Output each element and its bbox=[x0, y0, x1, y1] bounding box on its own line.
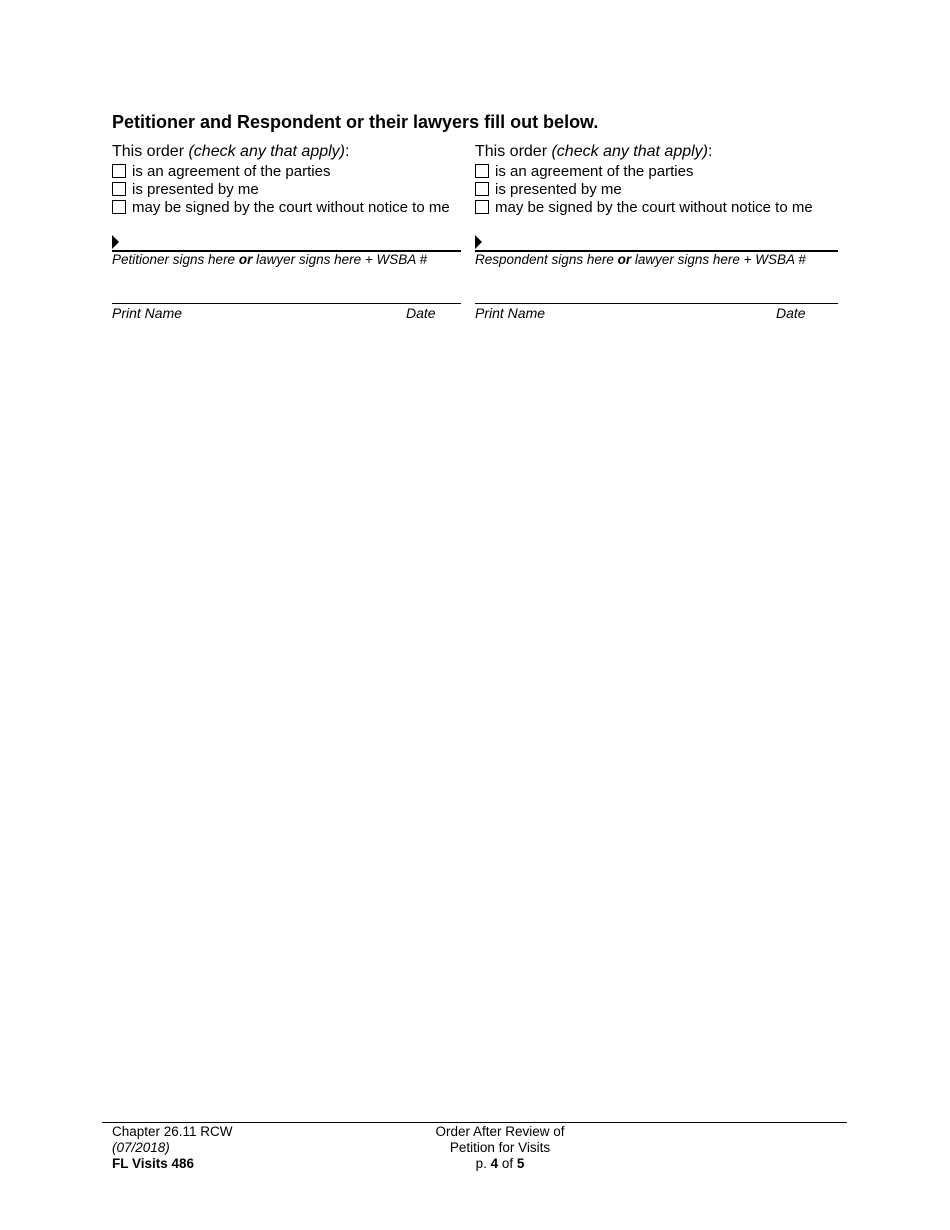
footer-title bbox=[400, 1124, 600, 1172]
print-name-caption: Print Name bbox=[112, 305, 183, 321]
signature-caption: Petitioner signs here or lawyer signs here + WSBA # bbox=[112, 252, 428, 267]
checkbox[interactable] bbox=[112, 182, 126, 196]
signature-caption: Respondent signs here or lawyer signs here + WSBA # bbox=[475, 252, 806, 267]
print-name-date-line[interactable] bbox=[475, 303, 838, 304]
footer-form-id: FL Visits 486 bbox=[112, 1156, 195, 1171]
checkbox[interactable] bbox=[475, 164, 489, 178]
option-agreement[interactable]: is an agreement of the parties bbox=[112, 162, 477, 180]
respondent-signature-block bbox=[475, 142, 840, 321]
footer-chapter: Chapter 26.11 RCW bbox=[112, 1124, 233, 1139]
checkbox[interactable] bbox=[475, 200, 489, 214]
petitioner-signature-block bbox=[112, 142, 477, 321]
sign-here-arrow-icon bbox=[475, 235, 482, 249]
footer-form-info bbox=[112, 1124, 233, 1172]
footer-title-line2: Petition for Visits bbox=[449, 1140, 551, 1155]
option-signed-without-notice[interactable]: may be signed by the court without notice to me bbox=[475, 198, 840, 216]
checkbox[interactable] bbox=[475, 182, 489, 196]
print-name-caption: Print Name bbox=[475, 305, 546, 321]
option-agreement[interactable]: is an agreement of the parties bbox=[475, 162, 840, 180]
footer-divider bbox=[102, 1122, 847, 1123]
sign-here-arrow-icon bbox=[112, 235, 119, 249]
page-number: p. 4 of 5 bbox=[475, 1156, 525, 1171]
date-caption: Date bbox=[776, 305, 806, 321]
footer-revision: (07/2018) bbox=[112, 1140, 170, 1155]
option-presented-by-me[interactable]: is presented by me bbox=[112, 180, 477, 198]
section-heading: Petitioner and Respondent or their lawyers fill out below. bbox=[112, 112, 599, 132]
option-signed-without-notice[interactable]: may be signed by the court without notice to me bbox=[112, 198, 477, 216]
order-intro: This order (check any that apply): bbox=[475, 143, 713, 160]
print-name-date-line[interactable] bbox=[112, 303, 461, 304]
option-presented-by-me[interactable]: is presented by me bbox=[475, 180, 840, 198]
order-intro: This order (check any that apply): bbox=[112, 143, 350, 160]
footer-title-line1: Order After Review of bbox=[435, 1124, 565, 1139]
date-caption: Date bbox=[406, 305, 436, 321]
checkbox[interactable] bbox=[112, 164, 126, 178]
checkbox[interactable] bbox=[112, 200, 126, 214]
